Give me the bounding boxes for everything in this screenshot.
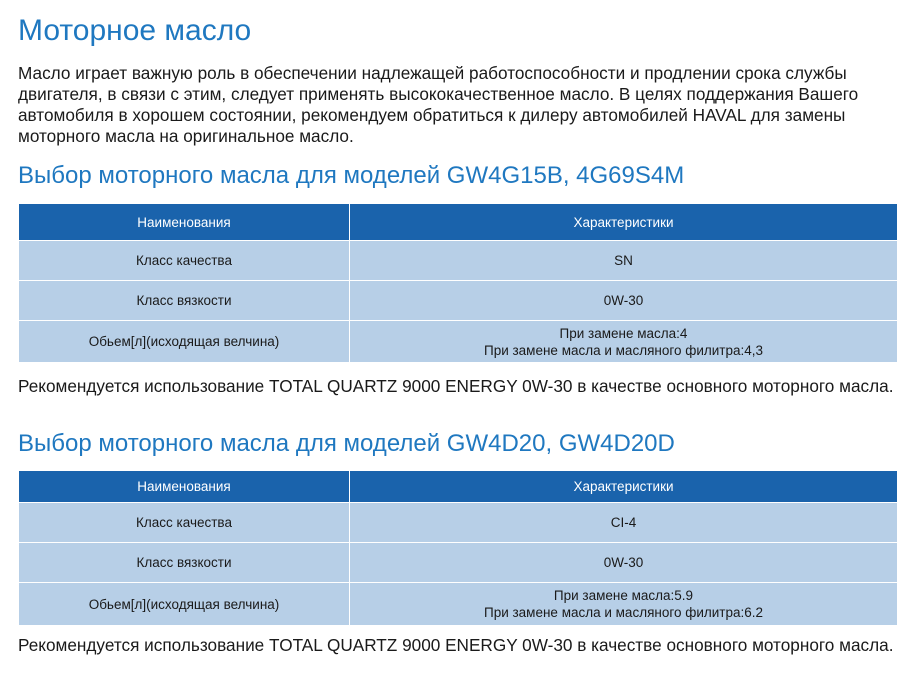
column-header-name: Наименования — [19, 204, 350, 241]
row-value — [350, 321, 898, 363]
row-value: 0W-30 — [350, 281, 898, 321]
recommendation-1: Рекомендуется использование TOTAL QUARTZ 9000 ENERGY 0W-30 в качестве основного моторного масла. — [18, 376, 894, 396]
spec-table-2 — [18, 470, 898, 626]
table-row — [19, 321, 898, 363]
column-header-name: Наименования — [19, 471, 350, 503]
row-name: Обьем[л](исходящая велчина) — [19, 583, 350, 626]
table-row — [19, 503, 898, 543]
spec-table-1 — [18, 203, 898, 363]
table-row — [19, 241, 898, 281]
row-value: 0W-30 — [350, 543, 898, 583]
volume-line-oil-filter: При замене масла и масляного филитра:6.2 — [483, 605, 764, 620]
page-title: Моторное масло — [18, 14, 252, 47]
volume-line-oil: При замене масла:5.9 — [553, 588, 694, 603]
volume-line-oil-filter: При замене масла и масляного филитра:4,3 — [483, 342, 764, 358]
volume-line-oil: При замене масла:4 — [559, 325, 688, 341]
table-row — [19, 543, 898, 583]
row-name: Класс вязкости — [19, 543, 350, 583]
table-row — [19, 583, 898, 626]
row-value: CI-4 — [350, 503, 898, 543]
table-header-row — [19, 204, 898, 241]
table-header-row — [19, 471, 898, 503]
recommendation-2: Рекомендуется использование TOTAL QUARTZ 9000 ENERGY 0W-30 в качестве основного моторного масла. — [18, 635, 894, 655]
row-value — [350, 583, 898, 626]
column-header-characteristics: Характеристики — [350, 204, 898, 241]
row-name: Класс вязкости — [19, 281, 350, 321]
column-header-characteristics: Характеристики — [350, 471, 898, 503]
intro-paragraph: Масло играет важную роль в обеспечении надлежащей работоспособности и продлении срока службы двигателя, в связи с этим, следует применять высококачественное масло. В целях поддержания Вашего автомобиля в хорошем состоянии, рекомендуем обратиться к дилеру автомобилей HAVAL для замены моторного масла на оригинальное масло. — [18, 63, 859, 146]
row-name: Класс качества — [19, 241, 350, 281]
row-name: Класс качества — [19, 503, 350, 543]
table-row — [19, 281, 898, 321]
row-name: Обьем[л](исходящая велчина) — [19, 321, 350, 363]
section-heading-1: Выбор моторного масла для моделей GW4G15B, 4G69S4M — [18, 162, 685, 189]
section-heading-2: Выбор моторного масла для моделей GW4D20, GW4D20D — [18, 430, 675, 457]
row-value: SN — [350, 241, 898, 281]
